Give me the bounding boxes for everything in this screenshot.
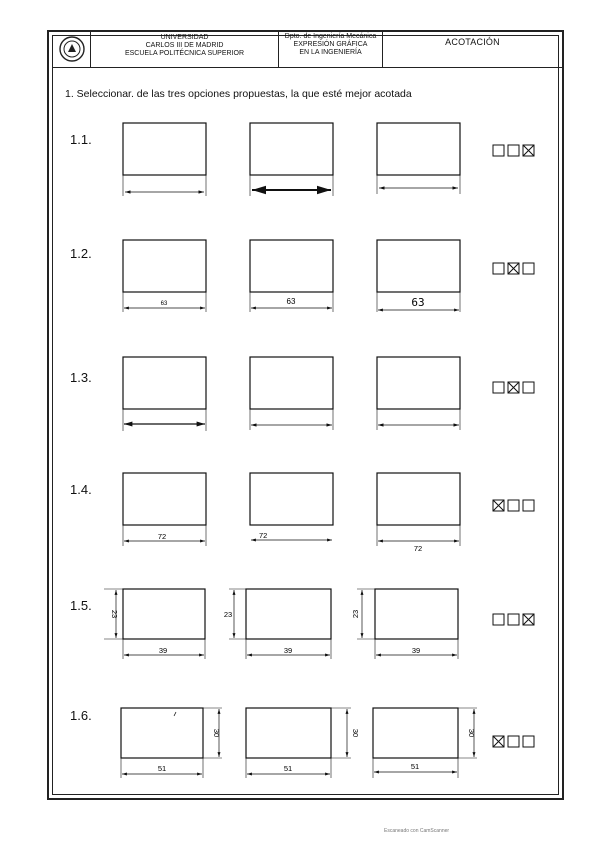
exercise-label: 1.6. — [70, 708, 92, 723]
university-seal-icon — [53, 31, 91, 67]
answer-row-1-1[interactable] — [493, 145, 534, 156]
part-outline — [377, 357, 460, 409]
exercise-label: 1.3. — [70, 370, 92, 385]
department-line: EXPRESIÓN GRÁFICA — [293, 41, 368, 48]
dimension-value: 23 — [351, 609, 360, 619]
dimension-value: 63 — [160, 301, 168, 307]
dimension-value: 30 — [351, 728, 360, 738]
dimension-value: 30 — [467, 728, 476, 738]
question-text: 1. Seleccionar. de las tres opciones propuestas, la que esté mejor acotada — [65, 88, 412, 100]
dimension-value: 72 — [157, 532, 167, 541]
exercise-drawings — [95, 0, 555, 820]
exercise-1-6 — [121, 708, 477, 778]
selected-answer-mark — [493, 736, 504, 747]
logo-cell — [53, 31, 91, 67]
part-outline — [123, 473, 206, 525]
dimension-value: 63 — [286, 297, 296, 306]
selected-answer-mark — [523, 145, 534, 156]
dimension-value: 72 — [259, 531, 268, 540]
dimension-value: 23 — [223, 610, 233, 619]
university-line: UNIVERSIDAD — [160, 34, 209, 41]
selected-answer-mark — [508, 382, 519, 393]
exercise-1-4 — [123, 473, 460, 546]
topic-title: ACOTACIÓN — [445, 37, 500, 47]
answer-row-1-6[interactable] — [493, 736, 534, 747]
exercise-1-1 — [123, 123, 460, 196]
exercise-1-5 — [104, 589, 458, 659]
dimension-value: 39 — [283, 646, 293, 655]
exercise-label: 1.2. — [70, 246, 92, 261]
selected-answer-mark — [493, 500, 504, 511]
dimension-value: 63 — [411, 296, 425, 309]
dimension-value: 39 — [411, 646, 421, 655]
university-line: CARLOS III DE MADRID — [145, 42, 224, 49]
part-outline — [121, 708, 203, 758]
dimension-value: 30 — [212, 728, 221, 738]
part-outline — [123, 357, 206, 409]
dimension-value: 51 — [283, 764, 293, 773]
exercise-1-3 — [123, 357, 460, 431]
department-line: EN LA INGENIERÍA — [299, 49, 362, 56]
part-outline — [377, 473, 460, 525]
dimension-value: 72 — [413, 544, 423, 553]
part-outline — [250, 357, 333, 409]
part-outline — [377, 240, 460, 292]
dimension-value: 39 — [158, 646, 168, 655]
answer-row-1-5[interactable] — [493, 614, 534, 625]
exercise-label: 1.4. — [70, 482, 92, 497]
selected-answer-mark — [523, 614, 534, 625]
part-outline — [246, 589, 331, 639]
part-outline — [377, 123, 460, 175]
part-outline — [123, 589, 205, 639]
answer-boxes — [493, 145, 534, 747]
part-outline — [123, 123, 206, 175]
part-outline — [373, 708, 458, 758]
dimension-value: 23 — [110, 609, 119, 619]
part-outline — [250, 123, 333, 175]
part-outline — [375, 589, 458, 639]
university-line: ESCUELA POLITÉCNICA SUPERIOR — [124, 50, 245, 57]
part-outline — [250, 473, 333, 525]
answer-row-1-4[interactable] — [493, 500, 534, 511]
exercise-label: 1.1. — [70, 132, 92, 147]
selected-answer-mark — [508, 263, 519, 274]
answer-row-1-3[interactable] — [493, 382, 534, 393]
dimension-value: 51 — [410, 762, 420, 771]
department-line: Dpto. de Ingeniería Mecánica — [284, 33, 377, 40]
part-outline — [250, 240, 333, 292]
part-outline — [246, 708, 331, 758]
scanner-footer: Escaneado con CamScanner — [384, 828, 450, 834]
dimension-value: 51 — [157, 764, 167, 773]
answer-row-1-2[interactable] — [493, 263, 534, 274]
exercise-label: 1.5. — [70, 598, 92, 613]
part-outline — [123, 240, 206, 292]
